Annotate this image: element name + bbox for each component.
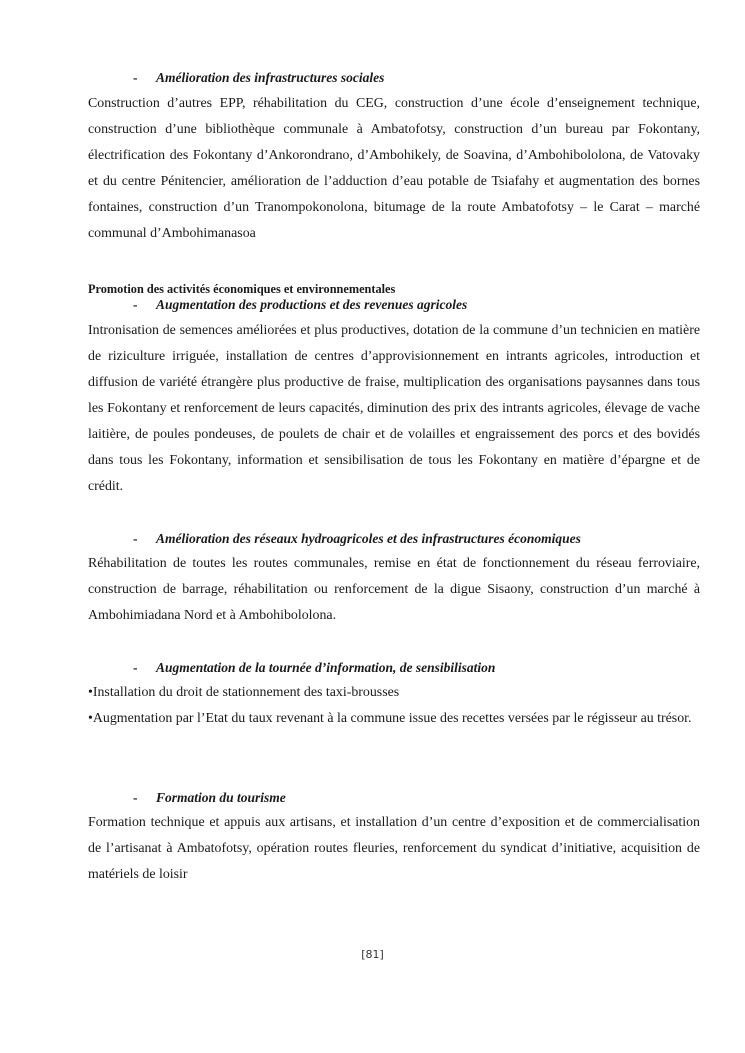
heading-text: Augmentation de la tournée d’information, de sensibilisation xyxy=(156,660,496,675)
heading-dash: - xyxy=(133,660,138,675)
heading-text: Formation du tourisme xyxy=(156,790,286,805)
bullet-item: •Augmentation par l’Etat du taux revenant à la commune issue des recettes versées par le régisseur au trésor. xyxy=(88,711,692,726)
section-title-promotion: Promotion des activités économiques et environnementales xyxy=(88,282,396,296)
page-number: [81] xyxy=(361,948,384,961)
heading-text: Augmentation des productions et des revenues agricoles xyxy=(156,297,468,312)
paragraph-reseaux-hydroagricoles: Réhabilitation de toutes les routes communales, remise en état de fonctionnement du réseau ferroviaire, construction de barrage, réhabilitation ou renforcement de la digue Sisaony, construction d’un marché à Ambohimiadana Nord et à Ambohibololona. xyxy=(88,556,700,623)
heading-reseaux-hydroagricoles xyxy=(133,531,581,547)
heading-dash: - xyxy=(133,70,138,85)
heading-text: Amélioration des infrastructures sociales xyxy=(156,70,385,85)
paragraph-infrastructures-sociales: Construction d’autres EPP, réhabilitation du CEG, construction d’une école d’enseignement technique, construction d’une bibliothèque communale à Ambatofotsy, construction d’un bureau par Fokontany, électrification des Fokontany d’Ankorondrano, d’Ambohikely, de Soavina, d’Ambohibololona, de Vatovaky et du centre Pénitencier, amélioration de l’adduction d’eau potable de Tsiafahy et augmentation des bornes fontaines, construction d’un Tranompokonolona, bitumage de la route Ambatofotsy – le Carat – marché communal d’Ambohimanasoa xyxy=(88,96,700,241)
paragraph-formation-tourisme: Formation technique et appuis aux artisans, et installation d’un centre d’exposition et de commercialisation de l’artisanat à Ambatofotsy, opération routes fleuries, renforcement du syndicat d’initiative, acquisition de matériels de loisir xyxy=(88,815,700,882)
heading-dash: - xyxy=(133,790,138,805)
heading-text: Amélioration des réseaux hydroagricoles et des infrastructures économiques xyxy=(156,531,581,546)
heading-tournee-information xyxy=(133,660,495,676)
heading-formation-tourisme xyxy=(133,790,286,806)
heading-dash: - xyxy=(133,531,138,546)
heading-infrastructures-sociales xyxy=(133,70,384,86)
heading-dash: - xyxy=(133,297,138,312)
heading-productions-agricoles xyxy=(133,297,467,313)
paragraph-productions-agricoles: Intronisation de semences améliorées et plus productives, dotation de la commune d’un technicien en matière de riziculture irriguée, installation de centres d’approvisionnement en intrants agricoles, introduction et diffusion de variété étrangère plus productive de fraise, multiplication des organisations paysannes dans tous les Fokontany et renforcement de leurs capacités, diminution des prix des intrants agricoles, élevage de vache laitière, de poules pondeuses, de poulets de chair et de volailles et engraissement des porcs et des bovidés dans tous les Fokontany, information et sensibilisation de tous les Fokontany en matière d’épargne et de crédit. xyxy=(88,323,700,494)
bullet-item: •Installation du droit de stationnement des taxi-brousses xyxy=(88,685,400,700)
